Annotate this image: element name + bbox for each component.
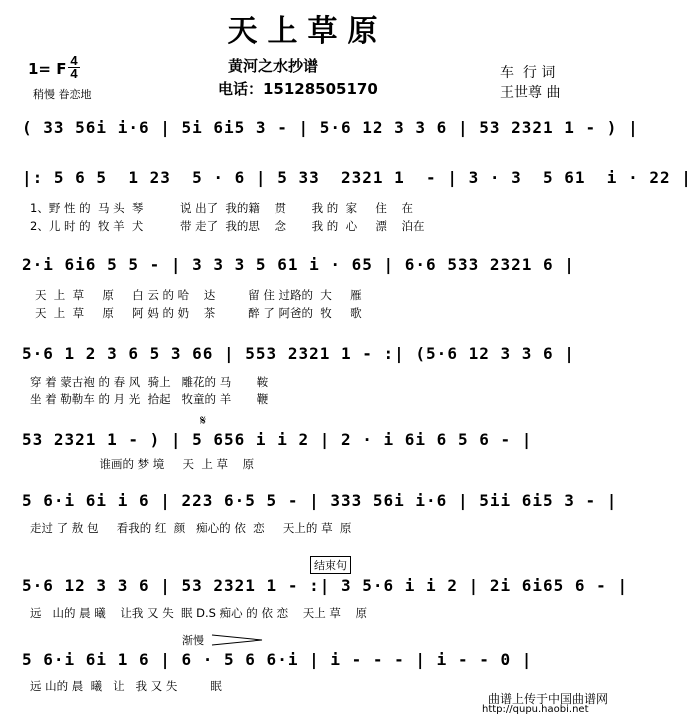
lyric-row-7: 远 山的 晨 曦 让我 又 失 眠 D.S 痴心 的 依 恋 天上 草 原 bbox=[30, 606, 368, 620]
lyric-row-5: 谁画的 梦 境 天 上 草 原 bbox=[30, 457, 255, 471]
phone-number: 电话：15128505170 bbox=[218, 80, 378, 98]
score-row-6: 5 6·i 6i i 6 | 223 6·5 5 - | 333 56i i·6 | 5ii 6i5 3 - | bbox=[22, 491, 618, 510]
score-row-7: 5·6 12 3 3 6 | 53 2321 1 - :| 3 5·6 i i 2 | 2i 6i65 6 - | bbox=[22, 576, 629, 595]
tempo-marking: 稍慢 眷恋地 bbox=[33, 88, 92, 101]
time-signature bbox=[68, 55, 80, 80]
score-row-4: 5·6 1 2 3 6 5 3 66 | 553 2321 1 - :| (5·6 12 3 3 6 | bbox=[22, 344, 575, 363]
score-row-2: |: 5 6 5 1 23 5 · 6 | 5 33 2321 1 - | 3 · 3 5 61 i · 22 | bbox=[22, 168, 692, 187]
footer-url: http://qupu.haobi.net bbox=[482, 704, 589, 715]
score-row-3: 2·i 6i6 5 5 - | 3 3 3 5 61 i · 65 | 6·6 533 2321 6 | bbox=[22, 255, 575, 274]
lyric-row-6: 走过 了 敖 包 看我的 红 颜 痴心的 依 恋 天上的 草 原 bbox=[30, 521, 352, 535]
footer-site-name: 曲谱上传于中国曲谱网 bbox=[488, 692, 609, 706]
key-signature: 1= F bbox=[28, 60, 67, 78]
lyric-row-8: 远 山的 晨 曦 让 我 又 失 眠 bbox=[30, 679, 222, 693]
lyric-row-3-verse-1: 天 上 草 原 白 云 的 哈 达 留 住 过路的 大 雁 bbox=[35, 288, 362, 302]
coda-label: 结束句 bbox=[310, 556, 351, 574]
lyricist-credit: 车 行 词 bbox=[500, 65, 556, 81]
time-signature-bottom: 4 bbox=[68, 67, 80, 80]
composer-credit: 王世尊 曲 bbox=[500, 85, 561, 101]
score-row-5: 53 2321 1 - ) | 5 656 i i 2 | 2 · i 6i 6 5 6 - | bbox=[22, 430, 533, 449]
song-title: 天上草原 bbox=[227, 14, 388, 49]
diminuendo-hairpin bbox=[212, 633, 264, 647]
dim-label: 渐慢 bbox=[182, 634, 204, 647]
segno-sign: 𝄋 bbox=[200, 413, 207, 429]
time-signature-top: 4 bbox=[70, 53, 78, 68]
lyric-row-3-verse-2: 天 上 草 原 阿 妈 的 奶 茶 醉 了 阿爸的 牧 歌 bbox=[35, 306, 362, 320]
transcriber: 黄河之水抄谱 bbox=[228, 57, 319, 75]
lyric-row-2-verse-1: 1、野 性 的 马 头 琴 说 出了 我的籍 贯 我 的 家 住 在 bbox=[30, 201, 414, 215]
score-row-1: ( 33 56i i·6 | 5i 6i5 3 - | 5·6 12 3 3 6 | 53 2321 1 - ) | bbox=[22, 118, 639, 137]
lyric-row-4-verse-2: 坐 着 勒勒车 的 月 光 拾起 牧童的 羊 鞭 bbox=[30, 392, 269, 406]
lyric-row-4-verse-1: 穿 着 蒙古袍 的 春 风 骑上 雕花的 马 鞍 bbox=[30, 375, 269, 389]
lyric-row-2-verse-2: 2、儿 时 的 牧 羊 犬 带 走了 我的思 念 我 的 心 漂 泊在 bbox=[30, 219, 425, 233]
score-row-8: 5 6·i 6i 1 6 | 6 · 5 6 6·i | i - - - | i - - 0 | bbox=[22, 650, 533, 669]
